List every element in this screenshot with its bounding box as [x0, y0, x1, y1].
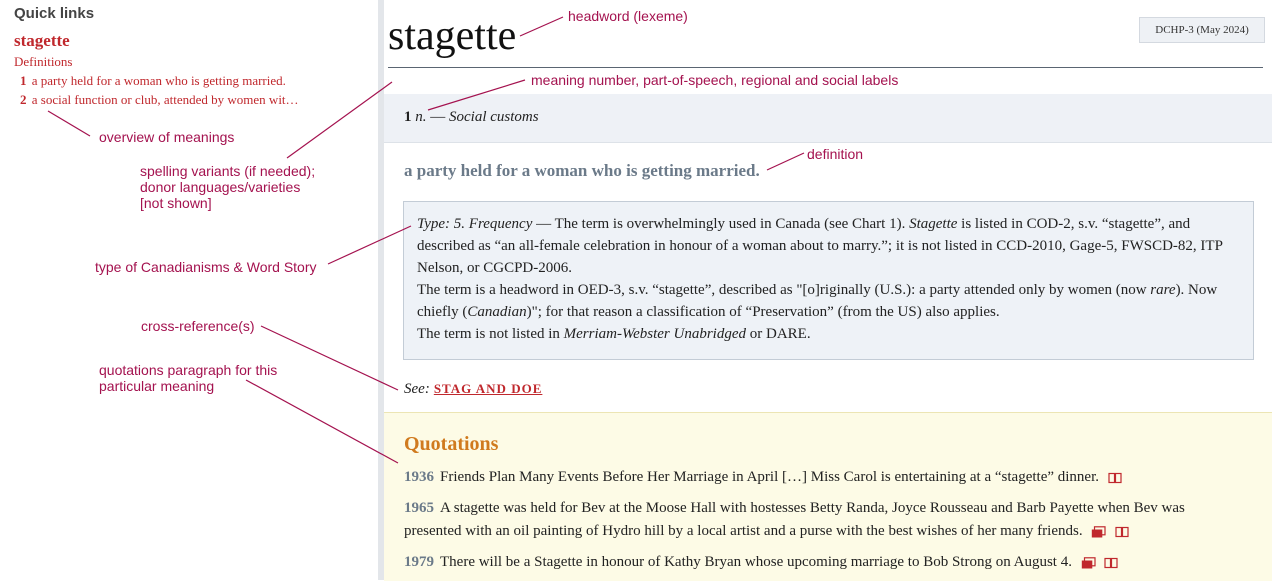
- quotation-1965-cont: presented with an oil painting of Hydro hill by a local artist and a purse with the best wishes of her many friends.: [404, 523, 1129, 540]
- annotation-quotations-2: particular meaning: [99, 378, 215, 394]
- quotation-1965: 1965 A stagette was held for Bev at the Moose Hall with hostesses Betty Randa, Joyce Rousseau and Barb Payette when Bev was: [404, 500, 1185, 516]
- leader-line-headword: [520, 17, 563, 36]
- annotation-type: type of Canadianisms & Word Story: [95, 259, 317, 275]
- leader-line-definition: [767, 153, 804, 170]
- annotation-meaning: meaning number, part-of-speech, regional and social labels: [531, 72, 899, 88]
- meaning-label: 1 n. — Social customs: [404, 109, 539, 125]
- story-line-6: The term is not listed in Merriam-Webster Unabridged or DARE.: [417, 326, 811, 342]
- leader-line-crossref: [261, 326, 398, 390]
- leader-line-meaning: [428, 80, 525, 110]
- annotation-overview: overview of meanings: [99, 129, 235, 145]
- annotation-spelling-1: spelling variants (if needed);: [140, 163, 316, 179]
- quick-links-headword[interactable]: stagette: [14, 31, 70, 50]
- story-line-2: described as “an all-female celebration in honour of a woman about to marry.”; it is not listed in CCD-2010, Gage-5, FWSCD-82, ITP: [417, 238, 1223, 254]
- annotation-spelling-3: [not shown]: [140, 195, 212, 211]
- annotation-quotations-1: quotations paragraph for this: [99, 362, 278, 378]
- leader-line-type: [328, 226, 411, 264]
- edition-badge: DCHP-3 (May 2024): [1139, 17, 1265, 43]
- quick-link-meaning-2[interactable]: 2 a social function or club, attended by women wit…: [20, 92, 299, 107]
- headword: stagette: [388, 13, 517, 59]
- story-line-1: Type: 5. Frequency — The term is overwhelmingly used in Canada (see Chart 1). Stagette is listed in COD-2, s.v. “stagette”, and: [417, 216, 1191, 232]
- cross-reference-link[interactable]: STAG AND DOE: [433, 381, 543, 396]
- definition: a party held for a woman who is getting married.: [404, 161, 760, 180]
- annotation-definition: definition: [807, 146, 864, 162]
- quotation-1979: 1979 There will be a Stagette in honour of Kathy Bryan whose upcoming marriage to Bob Strong on August 4.: [404, 554, 1118, 571]
- story-line-4: The term is a headword in OED-3, s.v. “stagette”, described as "[o]riginally (U.S.): a party attended only by women (now rare). Now: [417, 282, 1218, 298]
- leader-line-quotations: [246, 380, 398, 463]
- story-line-5: chiefly (Canadian)"; for that reason a classification of “Preservation” (from the US) also applies.: [417, 304, 1000, 320]
- quotation-1936: 1936 Friends Plan Many Events Before Her Marriage in April […] Miss Carol is entertaining at a “stagette” dinner.: [404, 469, 1122, 486]
- annotation-crossref: cross-reference(s): [141, 318, 255, 334]
- annotation-headword: headword (lexeme): [568, 8, 688, 24]
- quotation-year: 1936: [404, 469, 434, 485]
- quick-links-definitions[interactable]: Definitions: [14, 54, 73, 69]
- leader-line-overview: [48, 111, 90, 136]
- quotations-title: Quotations: [404, 433, 499, 455]
- story-line-3: Nelson, or CGCPD-2006.: [417, 260, 573, 276]
- leader-line-spelling: [287, 82, 392, 158]
- quick-links-title: Quick links: [14, 5, 95, 22]
- quotation-year: 1979: [404, 554, 434, 570]
- quotation-year: 1965: [404, 500, 434, 516]
- quick-link-meaning-1[interactable]: 1 a party held for a woman who is getting married.: [20, 73, 286, 88]
- annotation-spelling-2: donor languages/varieties: [140, 179, 301, 195]
- cross-reference: See: STAG AND DOE: [404, 381, 543, 397]
